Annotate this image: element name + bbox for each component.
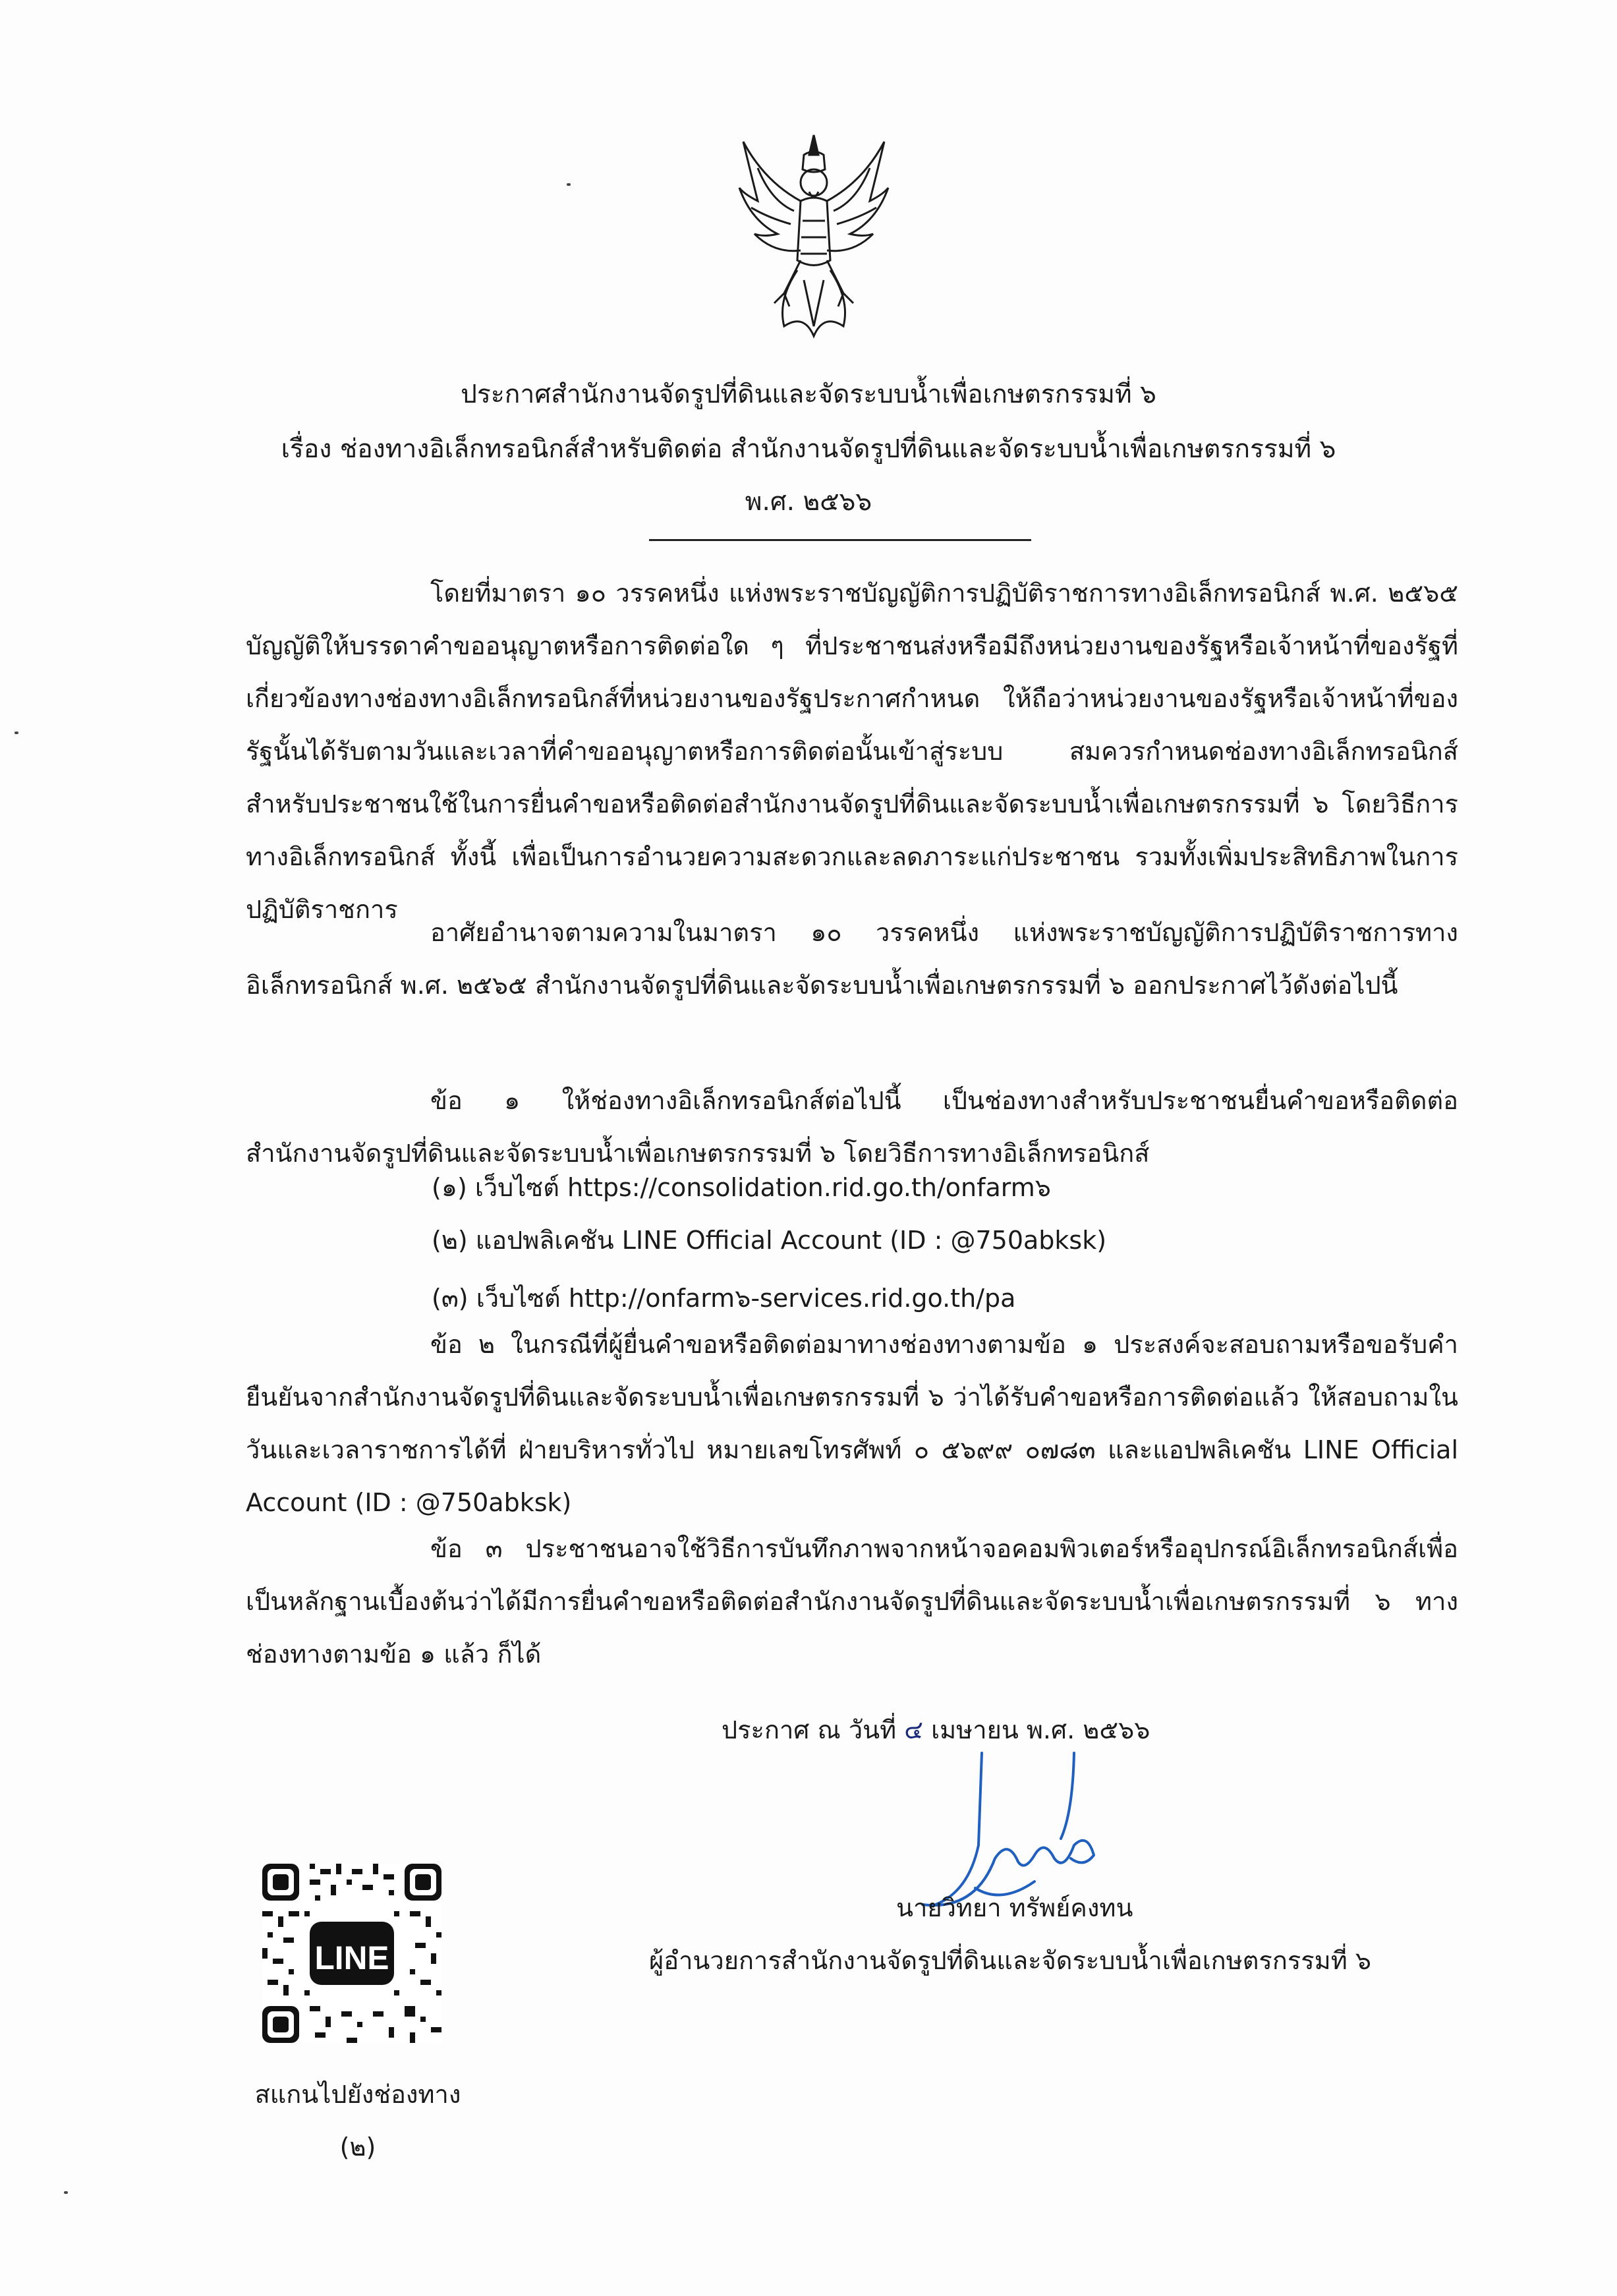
channel-item-services: (๓) เว็บไซต์ http://onfarm๖-services.rid.go.th/pa <box>432 1284 1016 1313</box>
paragraph-authority <box>246 906 1458 1012</box>
qr-line-label: LINE <box>314 1939 389 1976</box>
clause-2-text: ข้อ ๒ ในกรณีที่ผู้ยื่นคำขอหรือติดต่อมาทางช่องทางตามข้อ ๑ ประสงค์จะสอบถามหรือขอรับคำยืนยันจากสำนักงานจัดรูปที่ดินและจัดระบบน้ำเพื่อเกษตรกรรมที่ ๖ ว่าได้รับคำขอหรือการติดต่อแล้ว ให้สอบถามในวันและเวลาราชการได้ที่ ฝ่ายบริหารทั่วไป หมายเลขโทรศัพท์ ๐ ๕๖๙๙ ๐๗๘๓ และแอปพลิเคชัน LINE Official Account (ID : @750abksk) <box>246 1330 1458 1517</box>
scan-speck <box>64 2191 68 2194</box>
paragraph-preamble <box>246 567 1458 936</box>
date-month-year: เมษายน พ.ศ. ๒๕๖๖ <box>931 1715 1150 1744</box>
scan-speck <box>14 732 18 734</box>
date-day: ๔ <box>904 1715 924 1744</box>
title-divider <box>649 539 1031 541</box>
announcement-year: พ.ศ. ๒๕๖๖ <box>745 487 872 517</box>
channel-item-website: (๑) เว็บไซต์ https://consolidation.rid.go.th/onfarm๖ <box>432 1173 1051 1202</box>
scan-speck <box>567 183 571 186</box>
qr-caption-channel: (๒) <box>339 2133 376 2162</box>
line-qr-code <box>262 1864 441 2043</box>
announcement-title: ประกาศสำนักงานจัดรูปที่ดินและจัดระบบน้ำเพื่อเกษตรกรรมที่ ๖ <box>461 380 1156 409</box>
paragraph-preamble-text: โดยที่มาตรา ๑๐ วรรคหนึ่ง แห่งพระราชบัญญัติการปฏิบัติราชการทางอิเล็กทรอนิกส์ พ.ศ. ๒๕๖๕ บัญญัติให้บรรดาคำขออนุญาตหรือการติดต่อใด ๆ ที่ประชาชนส่งหรือมีถึงหน่วยงานของรัฐหรือเจ้าหน้าที่ของรัฐที่เกี่ยวข้องทางช่องทางอิเล็กทรอนิกส์ที่หน่วยงานของรัฐประกาศกำหนด ให้ถือว่าหน่วยงานของรัฐหรือเจ้าหน้าที่ของรัฐนั้นได้รับตามวันและเวลาที่คำขออนุญาตหรือการติดต่อนั้นเข้าสู่ระบบ สมควรกำหนดช่องทางอิเล็กทรอนิกส์สำหรับประชาชนใช้ในการยื่นคำขอหรือติดต่อสำนักงานจัดรูปที่ดินและจัดระบบน้ำเพื่อเกษตรกรรมที่ ๖ โดยวิธีการทางอิเล็กทรอนิกส์ ทั้งนี้ เพื่อเป็นการอำนวยความสะดวกและลดภาระแก่ประชาชน รวมทั้งเพิ่มประสิทธิภาพในการปฏิบัติราชการ <box>246 579 1458 924</box>
garuda-emblem <box>738 129 890 346</box>
clause-1-text: ข้อ ๑ ให้ช่องทางอิเล็กทรอนิกส์ต่อไปนี้ เป็นช่องทางสำหรับประชาชนยื่นคำขอหรือติดต่อสำนักงานจัดรูปที่ดินและจัดระบบน้ำเพื่อเกษตรกรรมที่ ๖ โดยวิธีการทางอิเล็กทรอนิกส์ <box>246 1086 1458 1168</box>
clause-3 <box>246 1522 1458 1680</box>
date-prefix: ประกาศ ณ วันที่ <box>722 1715 897 1744</box>
signer-title: ผู้อำนวยการสำนักงานจัดรูปที่ดินและจัดระบบน้ำเพื่อเกษตรกรรมที่ ๖ <box>649 1946 1371 1975</box>
signer-name: นายวิทยา ทรัพย์คงทน <box>896 1893 1133 1922</box>
qr-caption: สแกนไปยังช่องทาง <box>254 2080 461 2109</box>
clause-3-text: ข้อ ๓ ประชาชนอาจใช้วิธีการบันทึกภาพจากหน้าจอคอมพิวเตอร์หรืออุปกรณ์อิเล็กทรอนิกส์เพื่อเป็นหลักฐานเบื้องต้นว่าได้มีการยื่นคำขอหรือติดต่อสำนักงานจัดรูปที่ดินและจัดระบบน้ำเพื่อเกษตรกรรมที่ ๖ ทางช่องทางตามข้อ ๑ แล้ว ก็ได้ <box>246 1534 1458 1669</box>
paragraph-authority-text: อาศัยอำนาจตามความในมาตรา ๑๐ วรรคหนึ่ง แห่งพระราชบัญญัติการปฏิบัติราชการทางอิเล็กทรอนิกส์ พ.ศ. ๒๕๖๕ สำนักงานจัดรูปที่ดินและจัดระบบน้ำเพื่อเกษตรกรรมที่ ๖ ออกประกาศไว้ดังต่อไปนี้ <box>246 918 1458 1000</box>
announcement-subject: เรื่อง ช่องทางอิเล็กทรอนิกส์สำหรับติดต่อ สำนักงานจัดรูปที่ดินและจัดระบบน้ำเพื่อเกษตรกรรมที่ ๖ <box>281 434 1336 464</box>
clause-2 <box>246 1318 1458 1529</box>
channel-item-line: (๒) แอปพลิเคชัน LINE Official Account (ID : @750abksk) <box>432 1226 1107 1255</box>
